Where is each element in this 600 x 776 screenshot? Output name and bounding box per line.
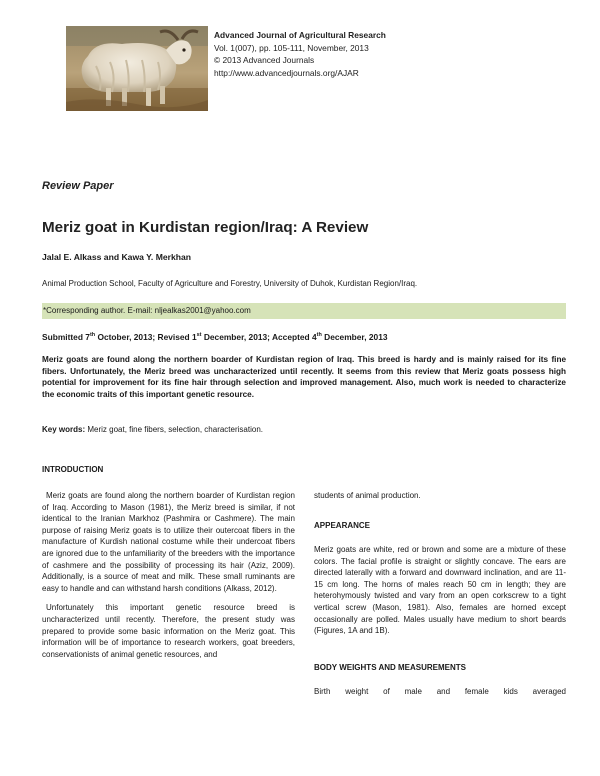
accepted-rest: December, 2013 [321, 332, 388, 342]
keywords-text: Meriz goat, fine fibers, selection, characterisation. [85, 425, 263, 434]
submitted-rest: October, 2013; Revised 1 [95, 332, 197, 342]
appearance-heading: APPEARANCE [314, 521, 371, 530]
revised-rest: December, 2013; Accepted 4 [201, 332, 317, 342]
revised-sup: st [196, 332, 202, 338]
journal-name: Advanced Journal of Agricultural Research [214, 30, 386, 40]
body-weights-body: Birth weight of male and female kids averaged [314, 687, 566, 696]
appearance-body: Meriz goats are white, red or brown and some are a mixture of these colors. The facial profile is straight or slightly concave. The ears are directed laterally with a forward and downward inclination, and are 11-15 cm long. The horns of males reach 50 cm in length; they are heterohymously twisted and vary from an open corkscrew to a tight vertical screw (Mason, 1981). Also, females are horned except occasionally are polled. Males usually have medium to short beards (Figures, 1A and 1B). [314, 545, 566, 636]
introduction-para-2: Unfortunately this important genetic resource breed is uncharacterized until recently. Therefore, the present study was prepared to provide some basic information on the Meriz goat. This information will be of importance to research workers, goat breeders, conservationists of animal genetic resources, and [42, 603, 295, 659]
accepted-sup: th [316, 332, 322, 338]
journal-info [214, 29, 386, 79]
authors: Jalal E. Alkass and Kawa Y. Merkhan [42, 252, 192, 262]
journal-copyright: © 2013 Advanced Journals [214, 55, 315, 65]
paper-type: Review Paper [42, 180, 114, 192]
keywords [42, 425, 263, 434]
journal-volume: Vol. 1(007), pp. 105-111, November, 2013 [214, 42, 369, 53]
journal-url[interactable]: http://www.advancedjournals.org/AJAR [214, 67, 359, 78]
introduction-continuation: students of animal production. [314, 491, 421, 500]
body-weights-heading: BODY WEIGHTS AND MEASUREMENTS [314, 663, 467, 672]
submission-dates [42, 332, 388, 342]
goat-illustration [66, 26, 208, 111]
paper-title: Meriz goat in Kurdistan region/Iraq: A Review [42, 219, 369, 236]
affiliation: Animal Production School, Faculty of Agriculture and Forestry, University of Duhok, Kurdistan Region/Iraq. [42, 279, 418, 288]
goat-photo [66, 26, 208, 111]
submitted-sup: th [89, 332, 96, 338]
keywords-label: Key words: [42, 425, 86, 434]
corresponding-author[interactable]: *Corresponding author. E-mail: nljealkas2001@yahoo.com [43, 306, 251, 315]
introduction-body [42, 490, 295, 660]
introduction-heading: INTRODUCTION [42, 465, 104, 474]
submitted-label: Submitted 7 [42, 332, 90, 342]
abstract: Meriz goats are found along the northern boarder of Kurdistan region of Iraq. This breed is hardy and is mainly raised for its fine fibers. Unfortunately, the Meriz breed was uncharacterized until recently. It seems from this review that Meriz goats possess high potential for improvement for its fine hair through selection and improved management. Also, much work is needed to characterize the economic traits of this important genetic resource. [42, 355, 566, 399]
introduction-para-1: Meriz goats are found along the northern boarder of Kurdistan region of Iraq. According to Mason (1981), the Meriz breed is similar, if not identical to the Iranian Markhoz (Pashmira or Cashmere). The main purpose of raising Meriz goats is to utilize their outercoat fibers in the manufacture of Kurdish national costume while their undercoat fibers are ignored due to the unfamiliarity of the breeders with the importance of cashmere and the possibility of processing its hair (Aziz, 2009). Additionally, is a source of meat and milk. These small ruminants are easy to handle and can withstand harsh conditions (Alkass, 2012). [42, 491, 295, 593]
